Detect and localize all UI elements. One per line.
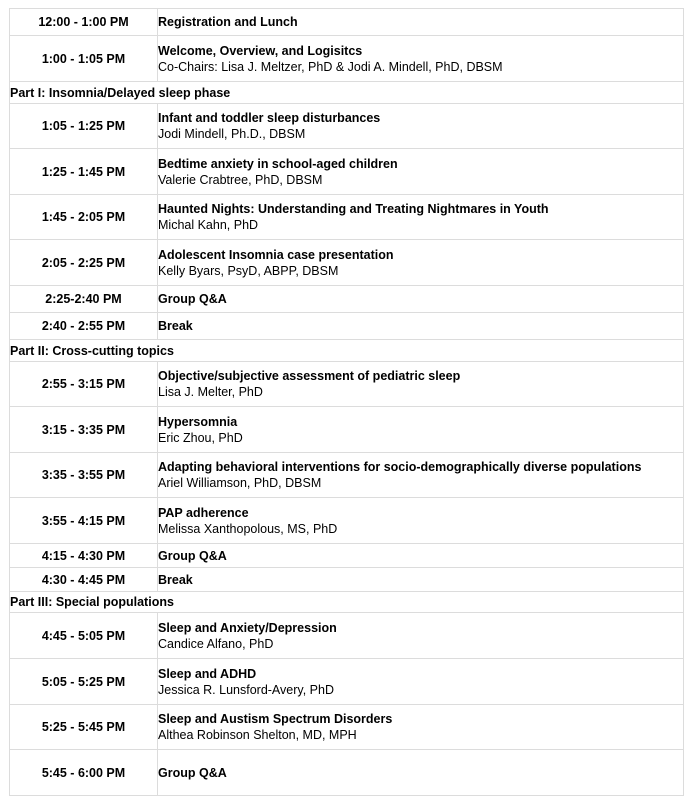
session-title: Welcome, Overview, and Logisitcs xyxy=(158,43,363,58)
session-cell xyxy=(158,568,684,592)
session-time: 5:05 - 5:25 PM xyxy=(10,659,158,705)
schedule-row xyxy=(10,104,684,149)
part-heading: Part I: Insomnia/Delayed sleep phase xyxy=(10,82,684,104)
session-speaker: Ariel Williamson, PhD, DBSM xyxy=(158,476,322,490)
session-speaker: Eric Zhou, PhD xyxy=(158,430,243,445)
schedule-row xyxy=(10,195,684,240)
session-cell xyxy=(158,149,684,195)
session-cell xyxy=(158,195,684,240)
schedule-row xyxy=(10,407,684,453)
schedule-row xyxy=(10,498,684,544)
session-cell xyxy=(158,613,684,659)
session-title: Adapting behavioral interventions for socio-demographically diverse populations xyxy=(158,460,642,474)
part-header-row xyxy=(10,592,684,613)
session-cell xyxy=(158,407,684,453)
schedule-row xyxy=(10,568,684,592)
session-title: Break xyxy=(158,572,193,587)
session-cell xyxy=(158,9,684,36)
session-title: Infant and toddler sleep disturbances xyxy=(158,111,381,125)
schedule-row xyxy=(10,36,684,82)
session-time: 2:40 - 2:55 PM xyxy=(10,313,158,340)
session-title: Adolescent Insomnia case presentation xyxy=(158,247,394,262)
session-title: PAP adherence xyxy=(158,505,249,520)
part-heading: Part III: Special populations xyxy=(10,592,684,613)
session-time: 5:45 - 6:00 PM xyxy=(10,750,158,796)
session-cell xyxy=(158,453,684,498)
schedule-row xyxy=(10,453,684,498)
part-header-row xyxy=(10,82,684,104)
session-title: Group Q&A xyxy=(158,548,227,563)
session-speaker: Michal Kahn, PhD xyxy=(158,218,259,232)
session-cell xyxy=(158,104,684,149)
schedule-row xyxy=(10,544,684,568)
session-time: 2:05 - 2:25 PM xyxy=(10,240,158,286)
session-time: 5:25 - 5:45 PM xyxy=(10,705,158,750)
session-cell xyxy=(158,705,684,750)
session-cell xyxy=(158,544,684,568)
session-title: Break xyxy=(158,319,193,333)
session-cell xyxy=(158,313,684,340)
schedule-row xyxy=(10,362,684,407)
session-speaker: Jessica R. Lunsford-Avery, PhD xyxy=(158,682,334,697)
session-time: 3:55 - 4:15 PM xyxy=(10,498,158,544)
session-title: Bedtime anxiety in school-aged children xyxy=(158,156,398,171)
session-time: 4:15 - 4:30 PM xyxy=(10,544,158,568)
session-speaker: Kelly Byars, PsyD, ABPP, DBSM xyxy=(158,263,339,278)
session-speaker: Melissa Xanthopolous, MS, PhD xyxy=(158,521,338,536)
session-time: 1:25 - 1:45 PM xyxy=(10,149,158,195)
session-time: 4:45 - 5:05 PM xyxy=(10,613,158,659)
session-cell xyxy=(158,362,684,407)
schedule-row xyxy=(10,9,684,36)
session-speaker: Lisa J. Melter, PhD xyxy=(158,385,263,399)
schedule-row xyxy=(10,240,684,286)
session-cell xyxy=(158,659,684,705)
session-cell xyxy=(158,498,684,544)
session-speaker: Valerie Crabtree, PhD, DBSM xyxy=(158,172,323,187)
session-time: 2:25-2:40 PM xyxy=(10,286,158,313)
session-time: 1:00 - 1:05 PM xyxy=(10,36,158,82)
part-heading: Part II: Cross-cutting topics xyxy=(10,340,684,362)
session-title: Registration and Lunch xyxy=(158,15,298,29)
session-speaker: Candice Alfano, PhD xyxy=(158,636,274,651)
schedule-row xyxy=(10,149,684,195)
session-title: Group Q&A xyxy=(158,765,227,780)
session-title: Sleep and Anxiety/Depression xyxy=(158,620,337,635)
session-time: 1:05 - 1:25 PM xyxy=(10,104,158,149)
schedule-table xyxy=(9,8,684,796)
schedule-row xyxy=(10,286,684,313)
session-title: Sleep and Austism Spectrum Disorders xyxy=(158,712,393,726)
schedule-row xyxy=(10,659,684,705)
schedule-row xyxy=(10,313,684,340)
schedule-row xyxy=(10,750,684,796)
session-title: Sleep and ADHD xyxy=(158,666,257,681)
session-title: Group Q&A xyxy=(158,292,227,306)
session-time: 3:15 - 3:35 PM xyxy=(10,407,158,453)
session-speaker: Jodi Mindell, Ph.D., DBSM xyxy=(158,127,306,141)
session-title: Hypersomnia xyxy=(158,414,238,429)
session-title: Haunted Nights: Understanding and Treating Nightmares in Youth xyxy=(158,202,549,216)
session-time: 2:55 - 3:15 PM xyxy=(10,362,158,407)
schedule-row xyxy=(10,613,684,659)
session-speaker: Althea Robinson Shelton, MD, MPH xyxy=(158,728,357,742)
session-cell xyxy=(158,240,684,286)
session-cell xyxy=(158,750,684,796)
part-header-row xyxy=(10,340,684,362)
session-title: Objective/subjective assessment of pediatric sleep xyxy=(158,369,461,383)
session-speaker: Co-Chairs: Lisa J. Meltzer, PhD & Jodi A. Mindell, PhD, DBSM xyxy=(158,59,503,74)
session-cell xyxy=(158,36,684,82)
session-time: 12:00 - 1:00 PM xyxy=(10,9,158,36)
session-time: 3:35 - 3:55 PM xyxy=(10,453,158,498)
session-time: 4:30 - 4:45 PM xyxy=(10,568,158,592)
session-cell xyxy=(158,286,684,313)
session-time: 1:45 - 2:05 PM xyxy=(10,195,158,240)
schedule-row xyxy=(10,705,684,750)
